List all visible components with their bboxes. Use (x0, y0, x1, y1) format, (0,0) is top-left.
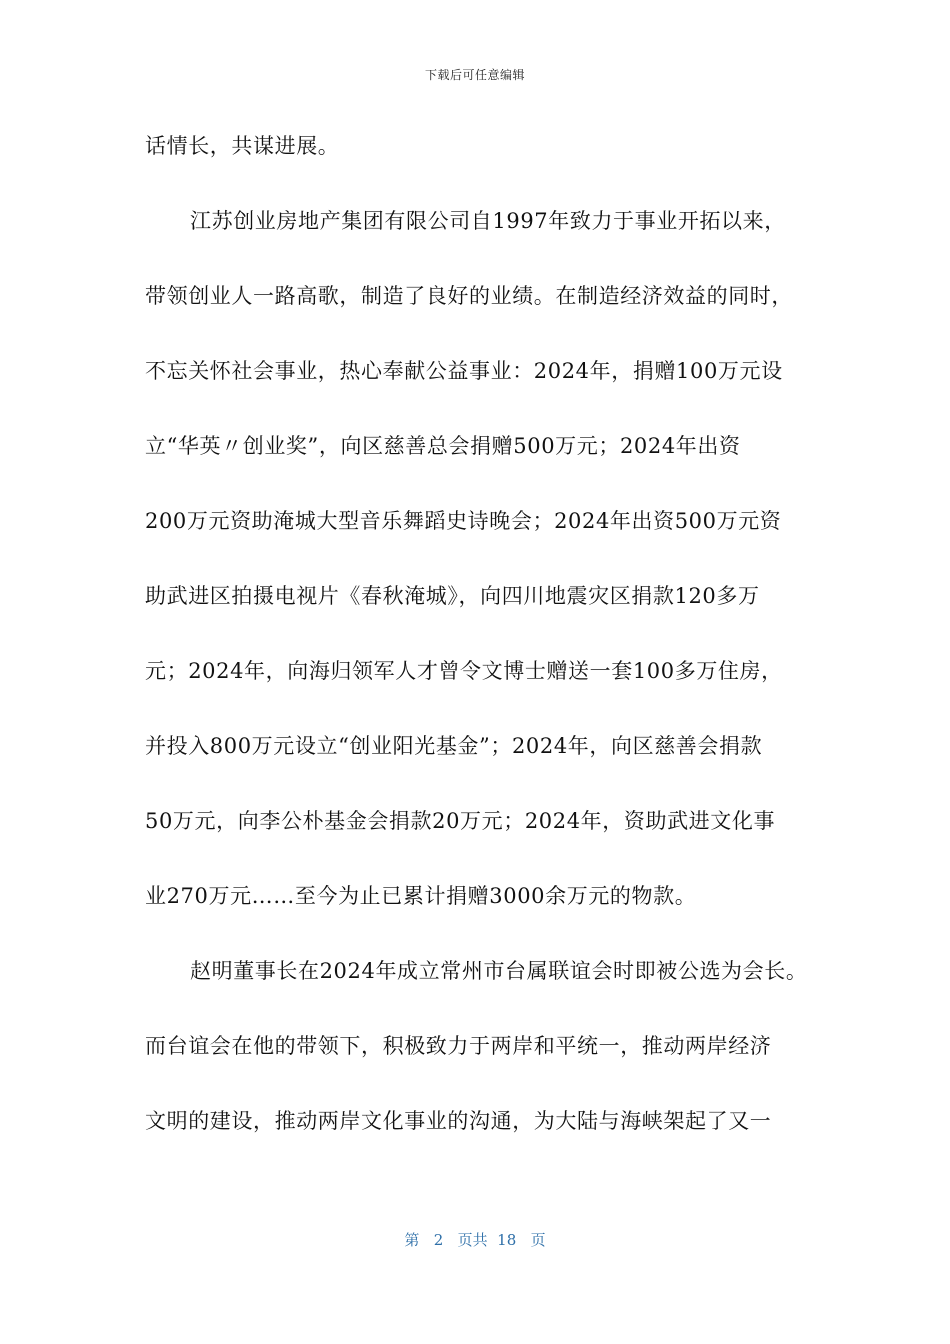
paragraph-first-line: 江苏创业房地产集团有限公司自1997年致力于事业开拓以来， (190, 209, 786, 233)
text-line: 不忘关怀社会事业，热心奉献公益事业：2024年，捐赠100万元设 (145, 359, 783, 383)
text-line: 并投入800万元设立“创业阳光基金”；2024年，向区慈善会捐款 (145, 734, 763, 758)
text-line: 而台谊会在他的带领下，积极致力于两岸和平统一，推动两岸经济 (145, 1034, 772, 1058)
footer-middle: 页共 (457, 1231, 488, 1249)
footer-prefix: 第 (404, 1231, 420, 1249)
footer-current-page: 2 (433, 1231, 444, 1249)
text-line: 立“华英〃创业奖”，向区慈善总会捐赠500万元；2024年出资 (145, 434, 741, 458)
text-line: 元；2024年，向海归领军人才曾令文博士赠送一套100多万住房， (145, 659, 783, 683)
paragraph-first-line: 赵明董事长在2024年成立常州市台属联谊会时即被公选为会长。 (190, 959, 808, 983)
text-line: 带领创业人一路高歌，制造了良好的业绩。在制造经济效益的同时， (145, 284, 793, 308)
text-line: 200万元资助淹城大型音乐舞蹈史诗晚会；2024年出资500万元资 (145, 509, 782, 533)
footer-suffix: 页 (530, 1231, 546, 1249)
text-line: 50万元，向李公朴基金会捐款20万元；2024年，资助武进文化事 (145, 809, 776, 833)
text-line: 助武进区拍摄电视片《春秋淹城》，向四川地震灾区捐款120多万 (145, 584, 760, 608)
text-line: 话情长，共谋进展。 (145, 134, 340, 158)
footer-total-pages: 18 (497, 1231, 517, 1249)
page-footer (0, 1229, 950, 1250)
text-line: 文明的建设，推动两岸文化事业的沟通，为大陆与海峡架起了又一 (145, 1109, 772, 1133)
text-line: 业270万元……至今为止已累计捐赠3000余万元的物款。 (145, 884, 697, 908)
page-header-note: 下载后可任意编辑 (424, 68, 525, 82)
